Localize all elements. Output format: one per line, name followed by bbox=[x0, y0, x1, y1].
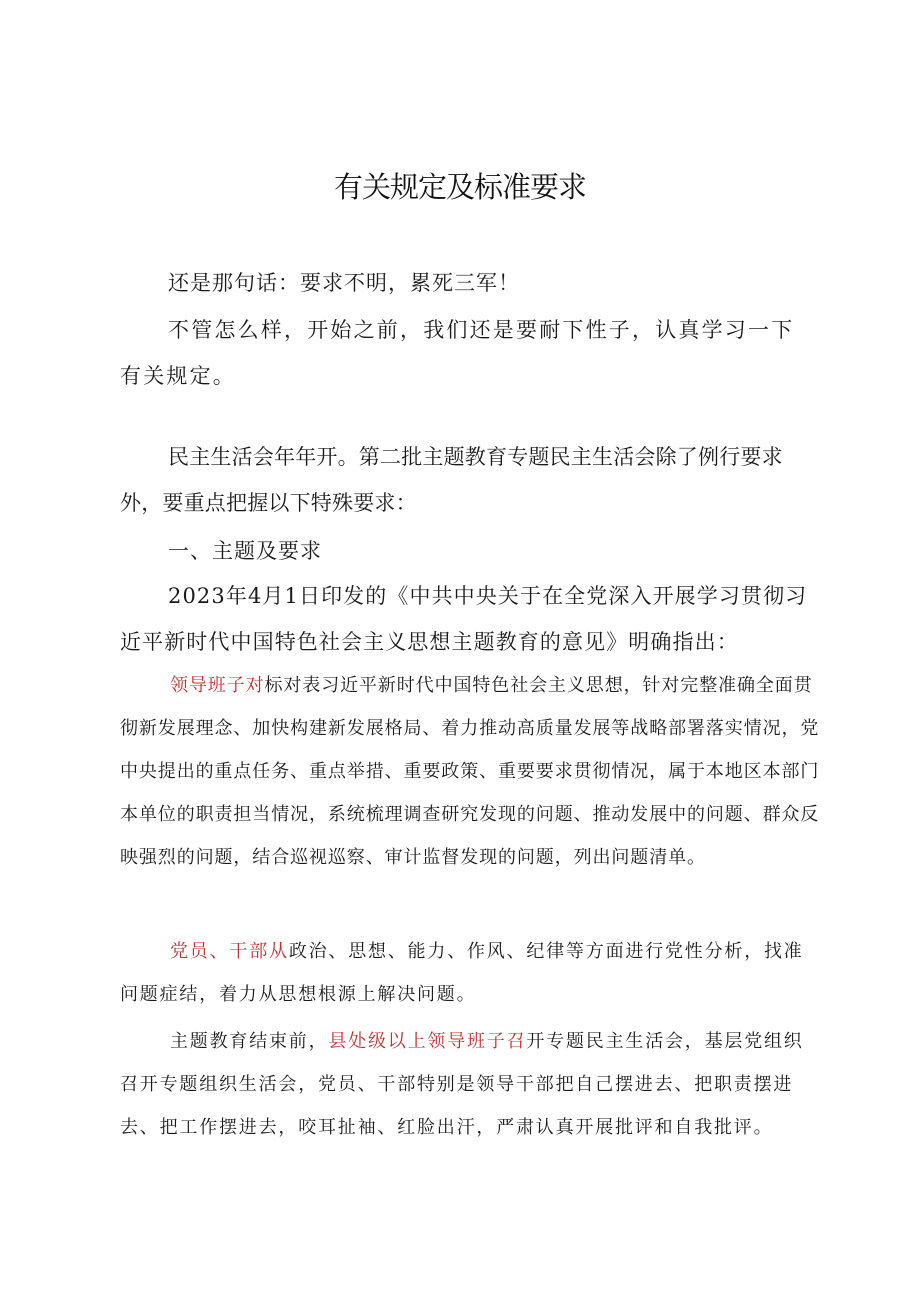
document-title: 有关规定及标准要求 bbox=[333, 170, 586, 204]
members-highlight: 党员、干部从 bbox=[170, 941, 289, 962]
members-requirement-paragraph bbox=[120, 930, 820, 1016]
meeting-highlight: 县处级以上领导班子召 bbox=[328, 1031, 527, 1052]
section-heading: 一、主题及要求 bbox=[168, 539, 322, 563]
leaders-requirement-paragraph bbox=[120, 664, 820, 879]
document-reference-paragraph: 2023年4月1日印发的《中共中央关于在全党深入开展学习贯彻习近平新时代中国特色社会主义思想主题教育的意见》明确指出： bbox=[120, 584, 808, 654]
leaders-text: 标对表习近平新时代中国特色社会主义思想，针对完整准确全面贯彻新发展理念、加快构建新发展格局、着力推动高质量发展等战略部署落实情况，党中央提出的重点任务、重点举措、重要政策、重要要求贯彻情况，属于本地区本部门本单位的职责担当情况，系统梳理调查研究发现的问题、推动发展中的问题、群众反映强烈的问题，结合巡视巡察、审计监督发现的问题，列出问题清单。 bbox=[120, 675, 820, 868]
meeting-requirement-paragraph bbox=[120, 1020, 820, 1149]
intro-paragraph: 还是那句话：要求不明，累死三军！ bbox=[168, 271, 520, 295]
annual-meeting-paragraph: 民主生活会年年开。第二批主题教育专题民主生活会除了例行要求外，要重点把握以下特殊要求： bbox=[120, 445, 783, 515]
members-text: 政治、思想、能力、作风、纪律等方面进行党性分析，找准问题症结，着力从思想根源上解决问题。 bbox=[120, 941, 804, 1005]
leaders-highlight: 领导班子对 bbox=[170, 675, 265, 696]
advice-paragraph: 不管怎么样，开始之前，我们还是要耐下性子，认真学习一下有关规定。 bbox=[120, 318, 795, 388]
meeting-text-after: 开专题民主生活会，基层党组织召开专题组织生活会，党员、干部特别是领导干部把自己摆进去、把职责摆进去、把工作摆进去，咬耳扯袖、红脸出汗，严肃认真开展批评和自我批评。 bbox=[120, 1031, 804, 1138]
meeting-text-before: 主题教育结束前， bbox=[170, 1031, 329, 1052]
